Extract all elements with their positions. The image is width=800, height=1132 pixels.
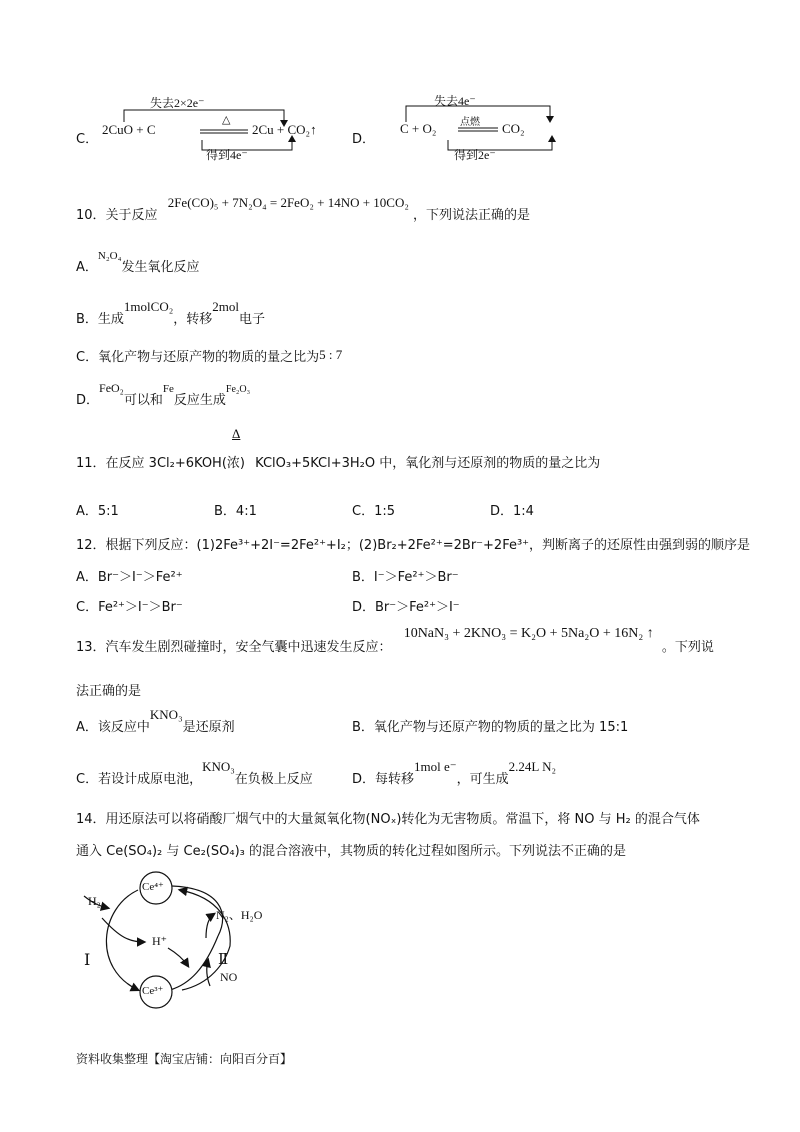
q14-ce4-label: Ce⁴⁺ bbox=[142, 881, 164, 893]
q14-n2-h2o-label: N₂、H₂O bbox=[216, 908, 263, 922]
q10-option-d bbox=[76, 377, 251, 408]
q14-cycle-diagram bbox=[80, 868, 280, 1018]
q11-option-c: C．1:5 bbox=[352, 504, 395, 519]
q10-d-label: D． bbox=[76, 393, 100, 408]
page-footer: 资料收集整理【淘宝店铺：向阳百分百】 bbox=[76, 1052, 293, 1066]
q9-c-label: C． bbox=[76, 132, 99, 147]
q10-option-b bbox=[76, 296, 266, 327]
q9-c-top-note: 失去2×2e⁻ bbox=[150, 96, 205, 110]
q10-option-c bbox=[76, 346, 342, 365]
q9-d-label: D． bbox=[352, 132, 376, 147]
q9-c-bottom-note: 得到4e⁻ bbox=[206, 148, 248, 162]
q10-d-formula2: Fe bbox=[162, 383, 174, 395]
q14-no-label: NO bbox=[220, 970, 238, 984]
q11-condition: Δ bbox=[232, 426, 241, 441]
q14-stem-line1: 14．用还原法可以将硝酸厂烟气中的大量氮氧化物(NOₓ)转化为无害物质。常温下，将 NO 与 H₂ 的混合气体 bbox=[76, 812, 700, 827]
q13-a-formula: KNO₃ bbox=[149, 707, 183, 722]
q10-b-formula1: 1molCO₂ bbox=[123, 299, 174, 314]
q9-option-d bbox=[352, 92, 582, 162]
q10-stem-suffix: ，下列说法正确的是 bbox=[413, 208, 531, 223]
q14-stem-line2: 通入 Ce(SO₄)₂ 与 Ce₂(SO₄)₃ 的混合溶液中，其物质的转化过程如图所示。下列说法不正确的是 bbox=[76, 844, 626, 859]
q9-d-top-note: 失去4e⁻ bbox=[434, 94, 476, 108]
q14-roman-2: Ⅱ bbox=[218, 952, 229, 968]
q13-equation: 10NaN₃ + 2KNO₃ = K₂O + 5Na₂O + 16N₂ ↑ bbox=[403, 626, 654, 641]
q13-c-label: C．若设计成原电池， bbox=[76, 772, 203, 787]
q13-stem-line2: 法正确的是 bbox=[76, 684, 142, 699]
q10-stem bbox=[76, 190, 531, 223]
q13-a-label: A．该反应中 bbox=[76, 720, 150, 735]
q10-b-label: B．生成 bbox=[76, 312, 124, 327]
q9-c-equation-left: 2CuO + C bbox=[102, 122, 156, 137]
q12-stem: 12．根据下列反应：(1)2Fe³⁺+2I⁻=2Fe²⁺+I₂；(2)Br₂+2Fe²⁺=2Br⁻+2Fe³⁺，判断离子的还原性由强到弱的顺序是 bbox=[76, 538, 751, 553]
q10-d-text: 反应生成 bbox=[173, 393, 226, 408]
q13-stem bbox=[76, 622, 714, 655]
q9-option-c bbox=[76, 92, 376, 162]
q13-c-text: 在负极上反应 bbox=[234, 772, 313, 787]
q11-option-d: D．1:4 bbox=[490, 504, 534, 519]
q13-c-formula: KNO₃ bbox=[202, 759, 235, 774]
q13-d-label: D．每转移 bbox=[352, 772, 415, 787]
q11-stem-suffix: KClO₃+5KCl+3H₂O 中，氧化剂与还原剂的物质的量之比为 bbox=[255, 456, 601, 471]
q11-stem-prefix: 11．在反应 3Cl₂+6KOH(浓) bbox=[76, 456, 245, 471]
q13-d-formula1: 1mol e⁻ bbox=[414, 759, 457, 774]
q10-b-mid: ，转移 bbox=[173, 312, 213, 327]
q9-d-equation-right: CO₂ bbox=[502, 121, 525, 136]
q9-c-condition: △ bbox=[222, 114, 231, 126]
q13-option-c bbox=[76, 756, 313, 787]
q14-ce3-label: Ce³⁺ bbox=[142, 985, 164, 997]
q12-option-b: B．I⁻＞Fe²⁺＞Br⁻ bbox=[352, 570, 459, 585]
q9-d-equation-left: C + O₂ bbox=[400, 121, 437, 136]
q10-equation: 2Fe(CO)₅ + 7N₂O₄ = 2FeO₂ + 14NO + 10CO₂ bbox=[167, 195, 409, 210]
q11-option-b: B．4:1 bbox=[214, 504, 257, 519]
q14-cycle-arrows bbox=[80, 868, 280, 1018]
q12-option-d: D．Br⁻＞Fe²⁺＞I⁻ bbox=[352, 600, 460, 615]
q13-d-mid: ，可生成 bbox=[456, 772, 509, 787]
q9-c-equation-right: 2Cu + CO₂↑ bbox=[252, 122, 317, 137]
q10-option-a bbox=[76, 244, 200, 275]
q10-c-text: C．氧化产物与还原产物的物质的量之比为 bbox=[76, 350, 320, 365]
q14-h-plus-label: H⁺ bbox=[152, 934, 167, 948]
q10-d-formula3: Fe₂O₃ bbox=[225, 384, 251, 395]
q10-d-mid: 可以和 bbox=[123, 393, 163, 408]
q13-stem-prefix: 13．汽车发生剧烈碰撞时，安全气囊中迅速发生反应： bbox=[76, 640, 392, 655]
q12-option-a: A．Br⁻＞I⁻＞Fe²⁺ bbox=[76, 570, 183, 585]
q10-c-ratio: 5 : 7 bbox=[319, 347, 343, 362]
q13-d-formula2: 2.24L N₂ bbox=[508, 759, 557, 774]
q10-d-formula1: FeO₂ bbox=[99, 381, 124, 395]
q11-stem bbox=[76, 452, 600, 471]
q10-b-text: 电子 bbox=[239, 312, 266, 327]
q10-a-label: A． bbox=[76, 260, 98, 275]
q13-option-b: B．氧化产物与还原产物的物质的量之比为 15:1 bbox=[352, 720, 629, 735]
q10-a-text: 发生氧化反应 bbox=[121, 260, 200, 275]
q12-option-c: C．Fe²⁺＞I⁻＞Br⁻ bbox=[76, 600, 183, 615]
q13-stem-suffix: 。下列说 bbox=[661, 640, 714, 655]
q14-h2-label: H₂ bbox=[88, 894, 101, 908]
q10-b-formula2: 2mol bbox=[212, 299, 239, 314]
q14-roman-1: Ⅰ bbox=[84, 952, 91, 969]
q10-a-formula: N₂O₄ bbox=[97, 250, 122, 262]
q9-d-condition: 点燃 bbox=[460, 117, 480, 128]
q13-option-a bbox=[76, 704, 235, 735]
q9-d-bottom-note: 得到2e⁻ bbox=[454, 148, 496, 162]
q13-option-d bbox=[352, 756, 557, 787]
q13-a-text: 是还原剂 bbox=[182, 720, 235, 735]
q11-option-a: A．5:1 bbox=[76, 504, 119, 519]
q10-stem-prefix: 10．关于反应 bbox=[76, 208, 158, 223]
